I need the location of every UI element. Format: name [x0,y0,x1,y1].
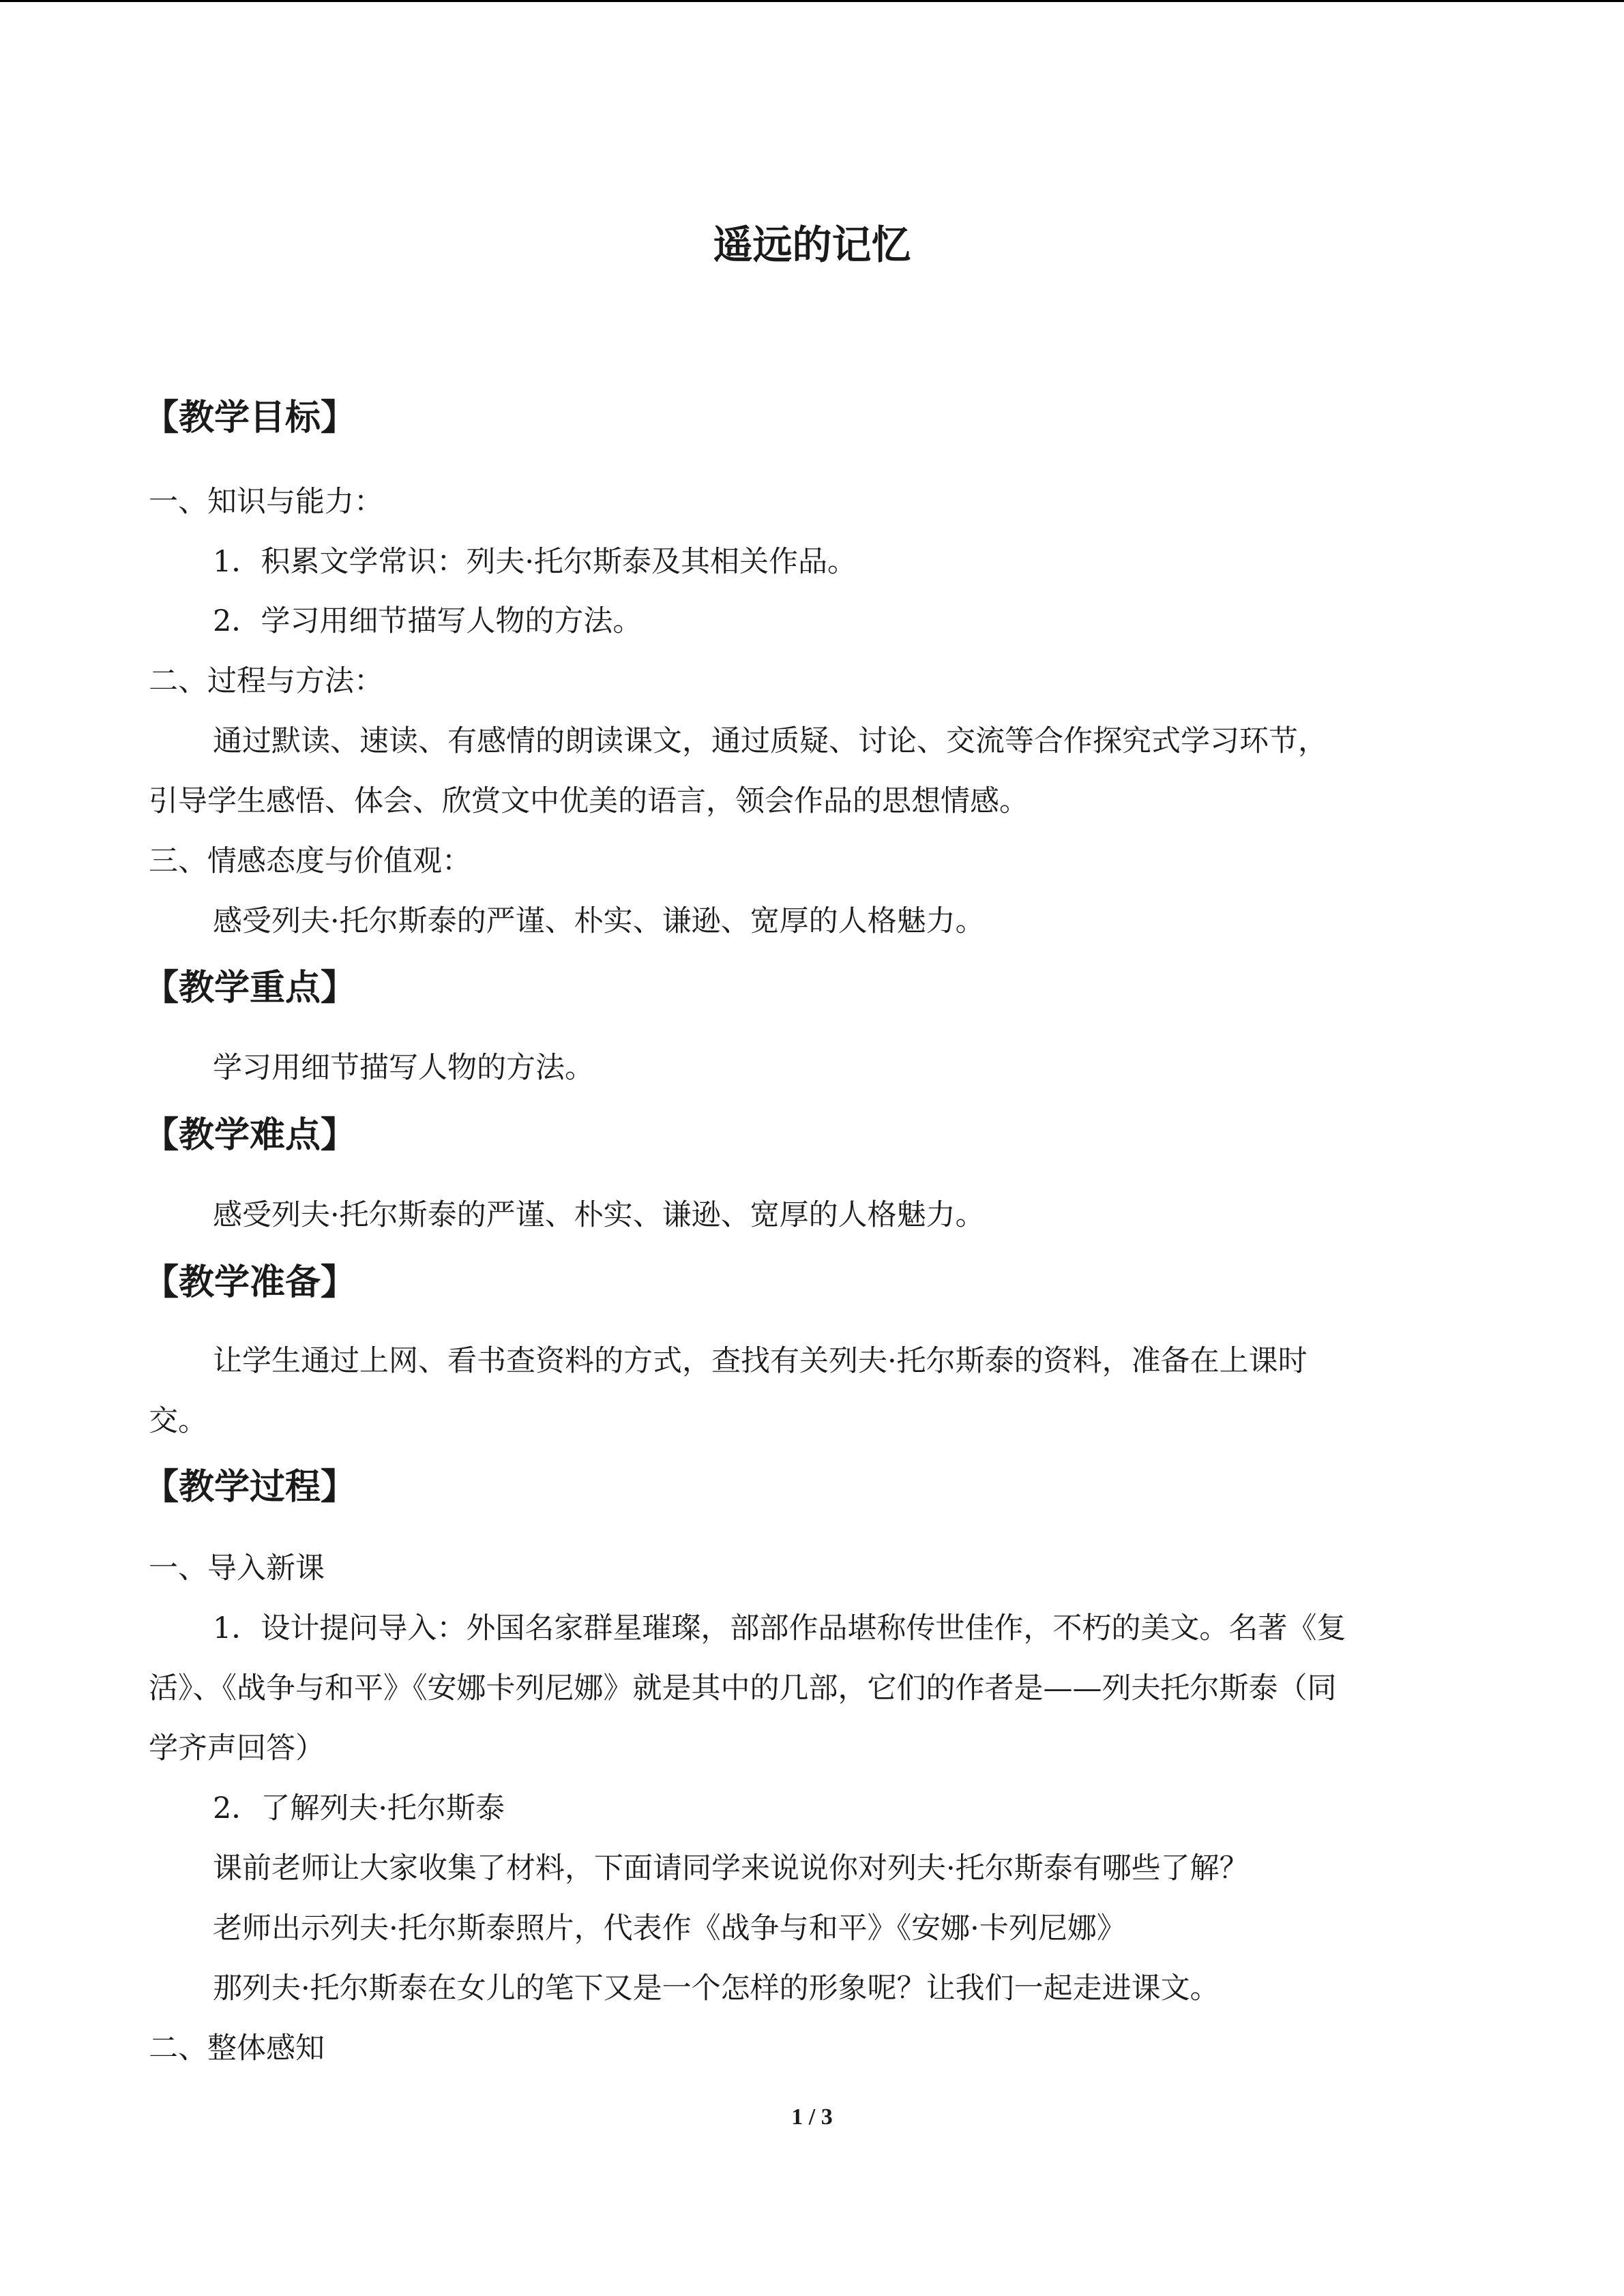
heading-difficulties: 【教学难点】 [143,1115,357,1156]
process-step1-item2: 2．了解列夫·托尔斯泰 [213,1791,505,1825]
page-number: 1 / 3 [791,2104,833,2130]
objectives-part2-text-line1: 通过默读、速读、有感情的朗读课文，通过质疑、讨论、交流等合作探究式学习环节， [213,724,1327,758]
objectives-part1-item1: 1．积累文学常识：列夫·托尔斯泰及其相关作品。 [213,545,857,579]
process-step1-item1-line1: 1．设计提问导入：外国名家群星璀璨，部部作品堪称传世佳作，不朽的美文。名著《复 [213,1611,1346,1645]
objectives-part2-label: 二、过程与方法： [149,664,383,698]
objectives-part3-label: 三、情感态度与价值观： [149,844,471,878]
heading-preparation: 【教学准备】 [143,1262,357,1303]
objectives-part3-text: 感受列夫·托尔斯泰的严谨、朴实、谦逊、宽厚的人格魅力。 [213,904,985,938]
process-step1-item1-line2: 活》、《战争与和平》《安娜卡列尼娜》就是其中的几部，它们的作者是——列夫托尔斯泰（同 [149,1671,1337,1705]
process-step1-item2-p1: 课前老师让大家收集了材料，下面请同学来说说你对列夫·托尔斯泰有哪些了解？ [213,1851,1249,1885]
process-step1-item2-p2: 老师出示列夫·托尔斯泰照片，代表作《战争与和平》《安娜·卡列尼娜》 [213,1911,1126,1945]
key-points-text: 学习用细节描写人物的方法。 [213,1051,594,1085]
objectives-part2-text-line2: 引导学生感悟、体会、欣赏文中优美的语言，领会作品的思想情感。 [149,784,1029,818]
preparation-text-line2: 交。 [149,1404,207,1438]
process-step1-item2-p3: 那列夫·托尔斯泰在女儿的笔下又是一个怎样的形象呢？让我们一起走进课文。 [213,1971,1220,2006]
heading-objectives: 【教学目标】 [143,398,357,438]
process-step2-label: 二、整体感知 [149,2031,325,2066]
heading-process: 【教学过程】 [143,1467,357,1508]
top-border [0,0,1624,2]
process-step1-label: 一、导入新课 [149,1551,325,1585]
process-step1-item1-line3: 学齐声回答） [149,1731,325,1765]
preparation-text-line1: 让学生通过上网、看书查资料的方式，查找有关列夫·托尔斯泰的资料，准备在上课时 [213,1344,1308,1378]
document-title: 遥远的记忆 [713,222,911,268]
objectives-part1-item2: 2．学习用细节描写人物的方法。 [213,604,643,638]
heading-key-points: 【教学重点】 [143,968,357,1009]
objectives-part1-label: 一、知识与能力： [149,485,383,519]
difficulties-text: 感受列夫·托尔斯泰的严谨、朴实、谦逊、宽厚的人格魅力。 [213,1198,985,1232]
